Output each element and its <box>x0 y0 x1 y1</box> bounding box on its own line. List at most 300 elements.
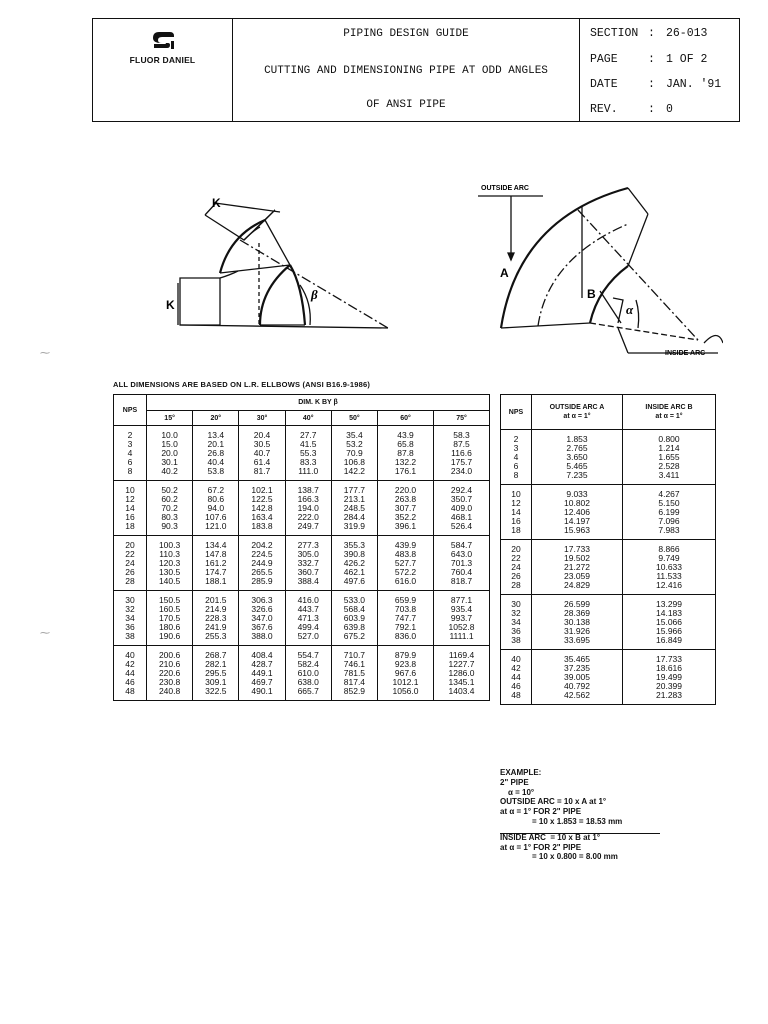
k-value-cell: 53.8 <box>193 467 239 481</box>
table-row <box>501 595 716 610</box>
outside-arc-cell: 17.733 <box>532 540 623 555</box>
angle-header: 15° <box>147 411 193 426</box>
nps-cell: 16 <box>501 517 532 526</box>
example-outside-cond: at α = 1° FOR 2" PIPE <box>500 807 582 817</box>
k-value-cell: 388.4 <box>285 577 331 591</box>
nps-cell: 2 <box>114 426 147 441</box>
outside-arc-cell: 24.829 <box>532 581 623 595</box>
k-value-cell: 147.8 <box>193 550 239 559</box>
example-title: EXAMPLE: <box>500 768 542 777</box>
table-row <box>501 430 716 445</box>
k-value-cell: 27.7 <box>285 426 331 441</box>
section-value: 26-013 <box>666 27 708 40</box>
table-row <box>114 522 490 536</box>
k-value-cell: 55.3 <box>285 449 331 458</box>
nps-cell: 42 <box>501 664 532 673</box>
k-value-cell: 322.5 <box>193 687 239 701</box>
outside-arc-cell: 39.005 <box>532 673 623 682</box>
k-value-cell: 130.5 <box>147 568 193 577</box>
k-value-cell: 138.7 <box>285 481 331 496</box>
k-value-cell: 554.7 <box>285 646 331 661</box>
row-group <box>501 485 716 540</box>
table-row <box>501 462 716 471</box>
k-value-cell: 265.5 <box>239 568 285 577</box>
k-value-cell: 249.7 <box>285 522 331 536</box>
table-row <box>114 687 490 701</box>
k-value-cell: 639.8 <box>331 623 377 632</box>
k-value-cell: 818.7 <box>434 577 490 591</box>
angle-header: 50° <box>331 411 377 426</box>
k-value-cell: 20.0 <box>147 449 193 458</box>
table-row <box>501 673 716 682</box>
k-value-cell: 439.9 <box>378 536 434 551</box>
inside-arc-cell: 7.096 <box>623 517 716 526</box>
k-value-cell: 122.5 <box>239 495 285 504</box>
nps-cell: 24 <box>501 563 532 572</box>
nps-cell: 12 <box>114 495 147 504</box>
angle-header: 75° <box>434 411 490 426</box>
k-value-cell: 1345.1 <box>434 678 490 687</box>
k-value-cell: 248.5 <box>331 504 377 513</box>
k-value-cell: 140.5 <box>147 577 193 591</box>
table-row <box>501 691 716 705</box>
nps-cell: 18 <box>114 522 147 536</box>
outside-arc-cell: 33.695 <box>532 636 623 650</box>
inside-arc-cell: 4.267 <box>623 485 716 500</box>
k-value-cell: 923.8 <box>378 660 434 669</box>
nps-cell: 22 <box>114 550 147 559</box>
k-value-cell: 760.4 <box>434 568 490 577</box>
k-value-cell: 83.3 <box>285 458 331 467</box>
nps-cell: 4 <box>114 449 147 458</box>
inside-arc-cell: 17.733 <box>623 650 716 665</box>
title-block <box>92 18 740 122</box>
k-value-cell: 355.3 <box>331 536 377 551</box>
table-row <box>501 453 716 462</box>
k-value-cell: 132.2 <box>378 458 434 467</box>
nps-header: NPS <box>114 395 147 426</box>
k-value-cell: 367.6 <box>239 623 285 632</box>
k-value-cell: 142.8 <box>239 504 285 513</box>
k-value-cell: 497.6 <box>331 577 377 591</box>
table-row <box>501 572 716 581</box>
k-value-cell: 877.1 <box>434 591 490 606</box>
k-value-cell: 121.0 <box>193 522 239 536</box>
nps-cell: 22 <box>501 554 532 563</box>
page-value: 1 OF 2 <box>666 53 708 66</box>
k-value-cell: 116.6 <box>434 449 490 458</box>
k-value-cell: 142.2 <box>331 467 377 481</box>
k-value-cell: 176.1 <box>378 467 434 481</box>
outside-arc-cell: 35.465 <box>532 650 623 665</box>
k-value-cell: 462.1 <box>331 568 377 577</box>
k-value-cell: 190.6 <box>147 632 193 646</box>
k-value-cell: 332.7 <box>285 559 331 568</box>
nps-cell: 32 <box>114 605 147 614</box>
inside-arc-cell: 3.411 <box>623 471 716 485</box>
table-row <box>501 499 716 508</box>
k-value-cell: 61.4 <box>239 458 285 467</box>
nps-cell: 6 <box>114 458 147 467</box>
logo <box>93 19 233 121</box>
table-row <box>501 508 716 517</box>
outside-arc-cell: 15.963 <box>532 526 623 540</box>
inside-arc-cell: 15.966 <box>623 627 716 636</box>
b-label: B <box>587 287 596 301</box>
k-value-cell: 993.7 <box>434 614 490 623</box>
dim-k-table <box>113 394 490 701</box>
outside-arc-cell: 7.235 <box>532 471 623 485</box>
k-value-cell: 30.5 <box>239 440 285 449</box>
k-value-cell: 102.1 <box>239 481 285 496</box>
k-value-cell: 326.6 <box>239 605 285 614</box>
k-value-cell: 396.1 <box>378 522 434 536</box>
inside-arc-cell: 2.528 <box>623 462 716 471</box>
k-value-cell: 53.2 <box>331 440 377 449</box>
k-left-label: K <box>166 298 175 312</box>
k-value-cell: 533.0 <box>331 591 377 606</box>
k-value-cell: 43.9 <box>378 426 434 441</box>
example-alpha: α = 10° <box>508 787 535 797</box>
row-group <box>114 536 490 591</box>
k-value-cell: 224.5 <box>239 550 285 559</box>
nps-cell: 38 <box>114 632 147 646</box>
beta-label: β <box>311 287 318 302</box>
k-value-cell: 94.0 <box>193 504 239 513</box>
outside-arc-cell: 1.853 <box>532 430 623 445</box>
nps-cell: 8 <box>114 467 147 481</box>
k-value-cell: 160.5 <box>147 605 193 614</box>
table-row <box>114 632 490 646</box>
row-group <box>501 650 716 705</box>
k-value-cell: 175.7 <box>434 458 490 467</box>
outside-arc-cell: 19.502 <box>532 554 623 563</box>
k-value-cell: 703.8 <box>378 605 434 614</box>
k-value-cell: 201.5 <box>193 591 239 606</box>
k-value-cell: 230.8 <box>147 678 193 687</box>
inside-arc-cell: 1.655 <box>623 453 716 462</box>
k-value-cell: 426.2 <box>331 559 377 568</box>
outside-arc-cell: 42.562 <box>532 691 623 705</box>
k-value-cell: 449.1 <box>239 669 285 678</box>
k-value-cell: 50.2 <box>147 481 193 496</box>
k-value-cell: 180.6 <box>147 623 193 632</box>
k-value-cell: 1286.0 <box>434 669 490 678</box>
inside-arc-cell: 20.399 <box>623 682 716 691</box>
nps-cell: 42 <box>114 660 147 669</box>
angle-header: 30° <box>239 411 285 426</box>
k-value-cell: 360.7 <box>285 568 331 577</box>
table-row <box>501 627 716 636</box>
k-value-cell: 409.0 <box>434 504 490 513</box>
k-value-cell: 188.1 <box>193 577 239 591</box>
k-value-cell: 100.3 <box>147 536 193 551</box>
k-value-cell: 20.1 <box>193 440 239 449</box>
nps-cell: 4 <box>501 453 532 462</box>
k-value-cell: 170.5 <box>147 614 193 623</box>
example-block <box>500 768 622 862</box>
angle-header: 40° <box>285 411 331 426</box>
row-group <box>501 595 716 650</box>
k-value-cell: 277.3 <box>285 536 331 551</box>
k-value-cell: 675.2 <box>331 632 377 646</box>
k-value-cell: 285.9 <box>239 577 285 591</box>
k-value-cell: 603.9 <box>331 614 377 623</box>
nps-cell: 26 <box>114 568 147 577</box>
k-value-cell: 306.3 <box>239 591 285 606</box>
inside-arc-cell: 21.283 <box>623 691 716 705</box>
k-value-cell: 106.8 <box>331 458 377 467</box>
k-value-cell: 1052.8 <box>434 623 490 632</box>
k-value-cell: 1227.7 <box>434 660 490 669</box>
outside-arc-cell: 3.650 <box>532 453 623 462</box>
doc-subtitle-2: OF ANSI PIPE <box>366 99 446 111</box>
nps-cell: 30 <box>501 595 532 610</box>
fluor-daniel-logo-icon <box>150 27 176 53</box>
nps-cell: 36 <box>114 623 147 632</box>
nps-cell: 20 <box>501 540 532 555</box>
inside-arc-cell: 13.299 <box>623 595 716 610</box>
nps-cell: 12 <box>501 499 532 508</box>
k-value-cell: 499.4 <box>285 623 331 632</box>
nps-cell: 16 <box>114 513 147 522</box>
k-value-cell: 166.3 <box>285 495 331 504</box>
outside-arc-cell: 40.792 <box>532 682 623 691</box>
table-row <box>114 481 490 496</box>
k-value-cell: 220.6 <box>147 669 193 678</box>
k-value-cell: 10.0 <box>147 426 193 441</box>
example-outside-result: = 10 x 1.853 = 18.53 mm <box>532 816 623 826</box>
k-value-cell: 134.4 <box>193 536 239 551</box>
table-row <box>501 664 716 673</box>
k-value-cell: 935.4 <box>434 605 490 614</box>
k-value-cell: 388.0 <box>239 632 285 646</box>
a-label: A <box>500 266 509 280</box>
nps-cell: 14 <box>501 508 532 517</box>
k-value-cell: 584.7 <box>434 536 490 551</box>
k-value-cell: 263.8 <box>378 495 434 504</box>
table-row <box>501 609 716 618</box>
k-value-cell: 80.6 <box>193 495 239 504</box>
k-value-cell: 1403.4 <box>434 687 490 701</box>
k-value-cell: 408.4 <box>239 646 285 661</box>
table-row <box>501 650 716 665</box>
example-inside: INSIDE ARC = 10 x B at 1° <box>500 832 601 842</box>
k-value-cell: 80.3 <box>147 513 193 522</box>
nps-cell: 8 <box>501 471 532 485</box>
k-value-cell: 213.1 <box>331 495 377 504</box>
k-value-cell: 183.8 <box>239 522 285 536</box>
row-group <box>114 646 490 701</box>
inside-arc-header: INSIDE ARC B at α = 1° <box>623 395 716 430</box>
page-row: PAGE : 1 OF 2 <box>590 53 708 66</box>
k-top-label: K <box>212 196 221 210</box>
table-row <box>501 636 716 650</box>
k-value-cell: 70.9 <box>331 449 377 458</box>
k-value-cell: 30.1 <box>147 458 193 467</box>
example-inside-result: = 10 x 0.800 = 8.00 mm <box>532 852 618 862</box>
angle-header: 60° <box>378 411 434 426</box>
k-value-cell: 150.5 <box>147 591 193 606</box>
table-row <box>114 646 490 661</box>
k-value-cell: 468.1 <box>434 513 490 522</box>
k-value-cell: 781.5 <box>331 669 377 678</box>
table-row <box>501 581 716 595</box>
k-value-cell: 701.3 <box>434 559 490 568</box>
k-value-cell: 659.9 <box>378 591 434 606</box>
k-value-cell: 90.3 <box>147 522 193 536</box>
k-value-cell: 234.0 <box>434 467 490 481</box>
table-row <box>114 467 490 481</box>
table-row <box>114 536 490 551</box>
nps-cell: 36 <box>501 627 532 636</box>
table-row <box>114 577 490 591</box>
example-inside-cond: at α = 1° FOR 2" PIPE <box>500 842 582 852</box>
k-value-cell: 1169.4 <box>434 646 490 661</box>
k-value-cell: 307.7 <box>378 504 434 513</box>
k-value-cell: 572.2 <box>378 568 434 577</box>
date-row: DATE : JAN. '91 <box>590 78 722 91</box>
k-value-cell: 194.0 <box>285 504 331 513</box>
k-value-cell: 222.0 <box>285 513 331 522</box>
rev-value: 0 <box>666 103 673 116</box>
k-value-cell: 836.0 <box>378 632 434 646</box>
k-value-cell: 527.7 <box>378 559 434 568</box>
k-value-cell: 20.4 <box>239 426 285 441</box>
k-value-cell: 81.7 <box>239 467 285 481</box>
nps-cell: 46 <box>501 682 532 691</box>
k-value-cell: 255.3 <box>193 632 239 646</box>
outside-arc-cell: 28.369 <box>532 609 623 618</box>
k-value-cell: 352.2 <box>378 513 434 522</box>
k-value-cell: 15.0 <box>147 440 193 449</box>
k-value-cell: 792.1 <box>378 623 434 632</box>
dimension-note: ALL DIMENSIONS ARE BASED ON L.R. ELLBOWS (ANSI B16.9-1986) <box>113 380 371 389</box>
k-value-cell: 746.1 <box>331 660 377 669</box>
k-value-cell: 58.3 <box>434 426 490 441</box>
angle-header: 20° <box>193 411 239 426</box>
k-value-cell: 319.9 <box>331 522 377 536</box>
row-group <box>114 591 490 646</box>
k-value-cell: 228.3 <box>193 614 239 623</box>
k-value-cell: 70.2 <box>147 504 193 513</box>
k-value-cell: 347.0 <box>239 614 285 623</box>
k-value-cell: 284.4 <box>331 513 377 522</box>
table-row <box>501 554 716 563</box>
inside-arc-cell: 6.199 <box>623 508 716 517</box>
table-row <box>114 426 490 441</box>
table-row <box>501 471 716 485</box>
k-value-cell: 292.4 <box>434 481 490 496</box>
row-group <box>501 430 716 485</box>
outside-arc-cell: 30.138 <box>532 618 623 627</box>
inside-arc-cell: 1.214 <box>623 444 716 453</box>
outside-arc-cell: 26.599 <box>532 595 623 610</box>
nps-cell: 44 <box>501 673 532 682</box>
inside-arc-cell: 12.416 <box>623 581 716 595</box>
nps-cell: 10 <box>501 485 532 500</box>
inside-arc-cell: 11.533 <box>623 572 716 581</box>
k-value-cell: 305.0 <box>285 550 331 559</box>
k-value-cell: 87.5 <box>434 440 490 449</box>
k-value-cell: 710.7 <box>331 646 377 661</box>
doc-subtitle-1: CUTTING AND DIMENSIONING PIPE AT ODD ANGLES <box>264 65 548 77</box>
k-value-cell: 241.9 <box>193 623 239 632</box>
nps-cell: 40 <box>114 646 147 661</box>
k-value-cell: 490.1 <box>239 687 285 701</box>
k-value-cell: 40.2 <box>147 467 193 481</box>
k-value-cell: 40.4 <box>193 458 239 467</box>
nps-cell: 38 <box>501 636 532 650</box>
nps-cell: 28 <box>114 577 147 591</box>
outside-arc-cell: 23.059 <box>532 572 623 581</box>
k-value-cell: 40.7 <box>239 449 285 458</box>
outside-arc-cell: 9.033 <box>532 485 623 500</box>
k-value-cell: 107.6 <box>193 513 239 522</box>
k-value-cell: 817.4 <box>331 678 377 687</box>
example-outside: OUTSIDE ARC = 10 x A at 1° <box>500 797 607 807</box>
k-value-cell: 390.8 <box>331 550 377 559</box>
table-row <box>501 526 716 540</box>
outside-arc-cell: 31.926 <box>532 627 623 636</box>
table-row <box>501 563 716 572</box>
nps-cell: 2 <box>501 430 532 445</box>
k-value-cell: 214.9 <box>193 605 239 614</box>
k-value-cell: 616.0 <box>378 577 434 591</box>
k-value-cell: 163.4 <box>239 513 285 522</box>
k-value-cell: 41.5 <box>285 440 331 449</box>
nps-cell: 28 <box>501 581 532 595</box>
k-value-cell: 610.0 <box>285 669 331 678</box>
section-row: SECTION : 26-013 <box>590 27 708 40</box>
k-value-cell: 161.2 <box>193 559 239 568</box>
k-value-cell: 268.7 <box>193 646 239 661</box>
inside-arc-cell: 0.800 <box>623 430 716 445</box>
alpha-label: α <box>626 302 634 317</box>
k-value-cell: 1012.1 <box>378 678 434 687</box>
inside-arc-cell: 19.499 <box>623 673 716 682</box>
k-value-cell: 60.2 <box>147 495 193 504</box>
outside-arc-cell: 10.802 <box>532 499 623 508</box>
k-value-cell: 350.7 <box>434 495 490 504</box>
nps-cell: 34 <box>114 614 147 623</box>
inside-arc-cell: 16.849 <box>623 636 716 650</box>
k-value-cell: 35.4 <box>331 426 377 441</box>
outside-arc-header: OUTSIDE ARC A at α = 1° <box>532 395 623 430</box>
rev-row: REV. : 0 <box>590 103 673 116</box>
k-value-cell: 568.4 <box>331 605 377 614</box>
k-value-cell: 87.8 <box>378 449 434 458</box>
inside-arc-cell: 15.066 <box>623 618 716 627</box>
nps-cell: 20 <box>114 536 147 551</box>
k-value-cell: 240.8 <box>147 687 193 701</box>
nps-cell: 48 <box>114 687 147 701</box>
outside-arc-label: OUTSIDE ARC <box>481 185 529 192</box>
k-value-cell: 13.4 <box>193 426 239 441</box>
table-row <box>114 591 490 606</box>
k-value-cell: 643.0 <box>434 550 490 559</box>
table-row <box>501 444 716 453</box>
k-value-cell: 244.9 <box>239 559 285 568</box>
table-row <box>501 485 716 500</box>
arc-table <box>500 394 716 705</box>
example-divider <box>500 833 660 834</box>
table-row <box>501 618 716 627</box>
k-value-cell: 220.0 <box>378 481 434 496</box>
table-row <box>501 517 716 526</box>
title-area <box>233 19 580 121</box>
k-value-cell: 200.6 <box>147 646 193 661</box>
